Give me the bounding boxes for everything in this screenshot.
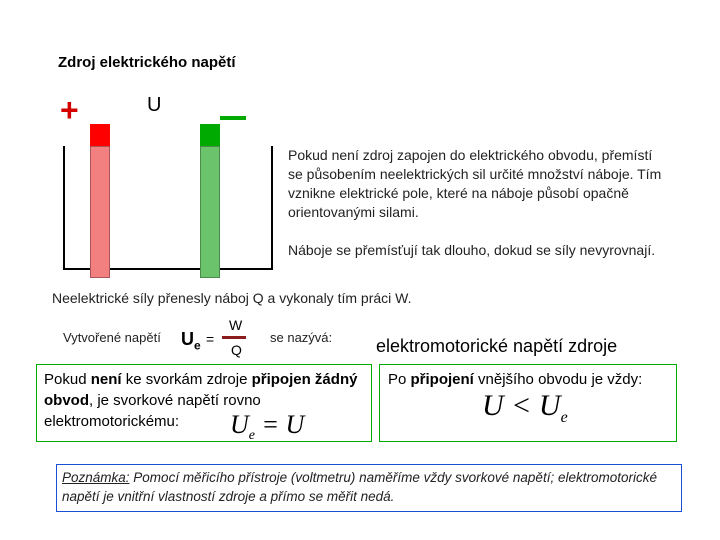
emf-symbol: $U_e$ bbox=[181, 329, 201, 353]
negative-electrode bbox=[200, 146, 220, 278]
closed-circuit-formula: $U < U_e$ bbox=[482, 389, 568, 426]
fraction-numerator: W bbox=[229, 317, 243, 333]
called-text: se nazývá: bbox=[270, 330, 333, 345]
open-circuit-formula: $U_e = U$ bbox=[230, 410, 305, 444]
emf-name: elektromotorické napětí zdroje bbox=[376, 336, 618, 356]
open-circuit-text: Pokud není ke svorkám zdroje připojen žádný obvod, je svorkové napětí rovno elektromotorickému: bbox=[44, 371, 358, 430]
voltage-label: U bbox=[147, 94, 162, 116]
fraction-denominator: Q bbox=[231, 342, 242, 358]
paragraph-balance: Náboje se přemísťují tak dlouho, dokud se síly nevyrovnají. bbox=[288, 242, 656, 258]
voltage-prefix: Vytvořené napětí bbox=[63, 330, 161, 345]
closed-circuit-text: Po připojení vnějšího obvodu je vždy: bbox=[388, 371, 643, 388]
negative-terminal bbox=[200, 124, 220, 146]
positive-electrode bbox=[90, 146, 110, 278]
note-text: Poznámka: Pomocí měřicího přístroje (voltmetru) naměříme vždy svorkové napětí; elektromotorické napětí je vnitřní vlastností zdroje a přímo se měřit nedá. bbox=[62, 470, 657, 504]
plus-sign: + bbox=[60, 92, 79, 128]
paragraph-charge-displacement: Pokud není zdroj zapojen do elektrického obvodu, přemístí se působením neelektrických sil určité množství náboje. Tím vznikne elektrické pole, které na náboje působí opačně orientovanými silami. bbox=[288, 147, 662, 220]
minus-sign bbox=[220, 116, 246, 120]
work-statement: Neelektrické síly přenesly náboj Q a vykonaly tím práci W. bbox=[52, 290, 412, 306]
slide-title: Zdroj elektrického napětí bbox=[58, 54, 236, 71]
positive-terminal bbox=[90, 124, 110, 146]
equals-sign: = bbox=[206, 331, 215, 347]
fraction-bar bbox=[222, 336, 246, 339]
